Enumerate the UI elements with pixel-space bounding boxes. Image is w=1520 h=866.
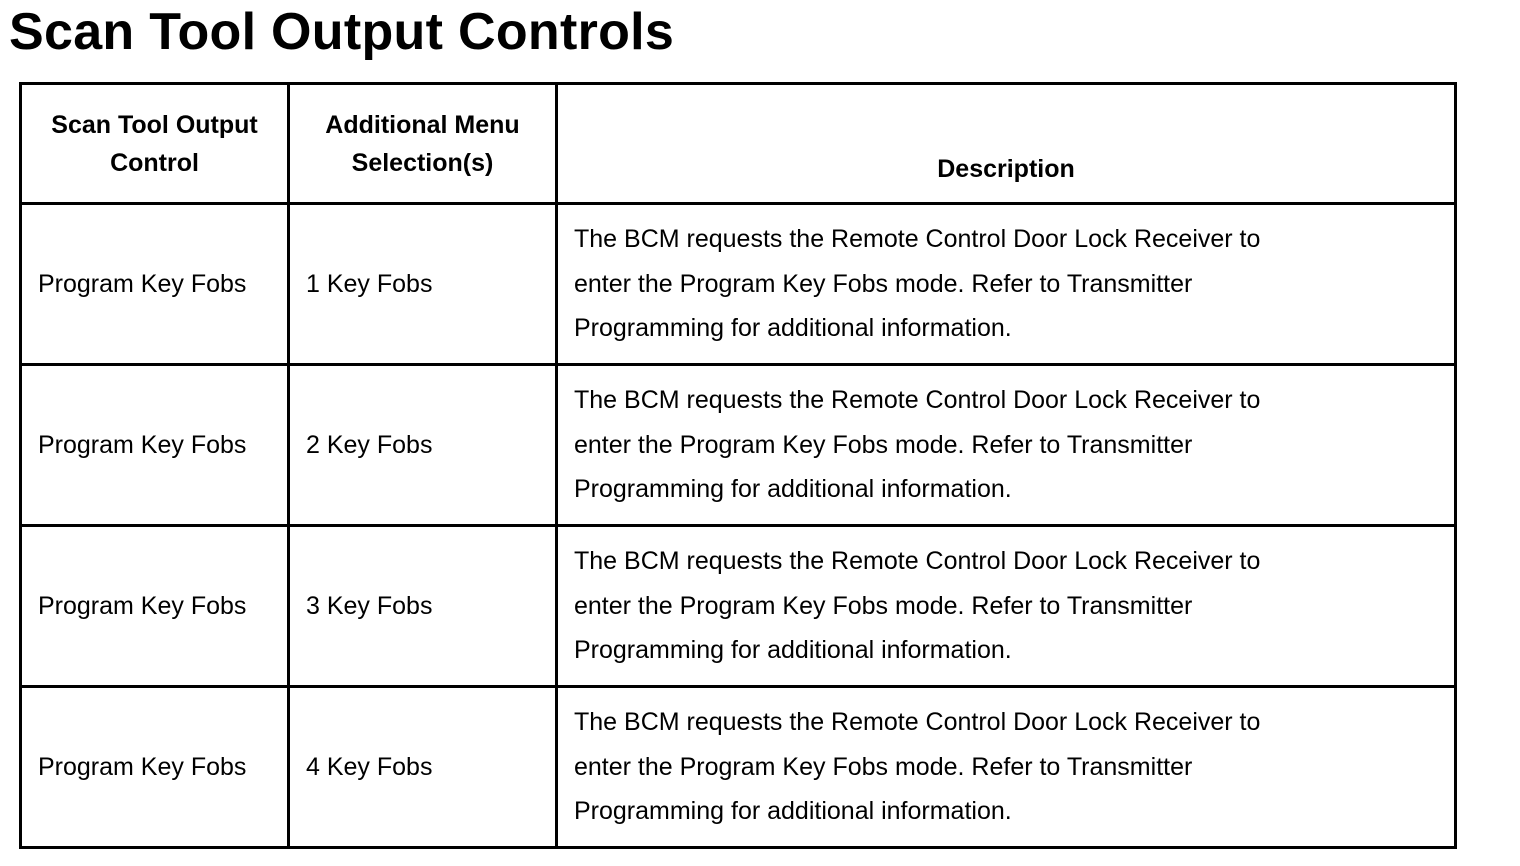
menu-selection-cell: 3 Key Fobs xyxy=(289,526,557,687)
description-text: The BCM requests the Remote Control Door Lock Receiver to enter the Program Key Fobs mode. Refer to Transmitter Programming for additional information. xyxy=(574,547,1261,665)
description-text: The BCM requests the Remote Control Door Lock Receiver to enter the Program Key Fobs mode. Refer to Transmitter Programming for additional information. xyxy=(574,225,1261,343)
output-control-cell: Program Key Fobs xyxy=(21,526,289,687)
menu-selection-cell: 2 Key Fobs xyxy=(289,365,557,526)
header-description: Description xyxy=(557,84,1456,204)
description-text: The BCM requests the Remote Control Door Lock Receiver to enter the Program Key Fobs mode. Refer to Transmitter Programming for additional information. xyxy=(574,386,1261,504)
table-row xyxy=(21,365,1456,526)
description-cell xyxy=(557,365,1456,526)
table-row xyxy=(21,204,1456,365)
header-output-control: Scan Tool Output Control xyxy=(21,84,289,204)
description-text: The BCM requests the Remote Control Door Lock Receiver to enter the Program Key Fobs mode. Refer to Transmitter Programming for additional information. xyxy=(574,708,1261,826)
header-menu-selection: Additional Menu Selection(s) xyxy=(289,84,557,204)
menu-selection-cell: 4 Key Fobs xyxy=(289,687,557,848)
description-cell xyxy=(557,526,1456,687)
table-row xyxy=(21,526,1456,687)
output-control-cell: Program Key Fobs xyxy=(21,204,289,365)
output-control-cell: Program Key Fobs xyxy=(21,687,289,848)
output-control-cell: Program Key Fobs xyxy=(21,365,289,526)
description-cell xyxy=(557,687,1456,848)
output-controls-table xyxy=(19,82,1457,849)
description-cell xyxy=(557,204,1456,365)
menu-selection-cell: 1 Key Fobs xyxy=(289,204,557,365)
table-header-row xyxy=(21,84,1456,204)
page-title: Scan Tool Output Controls xyxy=(9,3,675,61)
table-row xyxy=(21,687,1456,848)
